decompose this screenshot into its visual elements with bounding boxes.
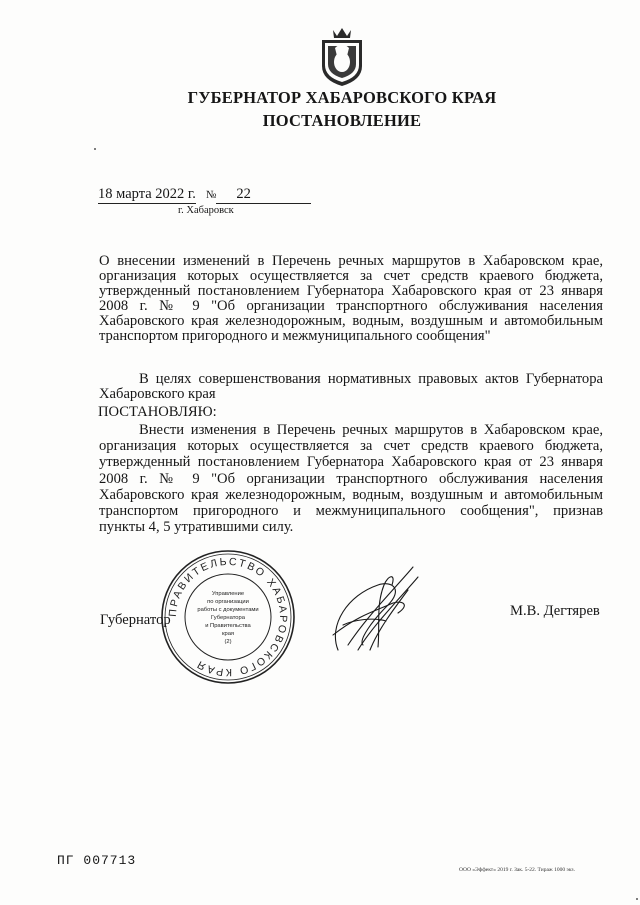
preamble-line: организация которых осуществляется за счет средств краевого бюджета, bbox=[99, 268, 603, 284]
coat-of-arms-icon bbox=[319, 26, 365, 88]
decree-line: Хабаровского края железнодорожным, водным, воздушным и автомобильным bbox=[99, 486, 603, 503]
number-label: № bbox=[205, 189, 217, 201]
stamp-ring-text: ПРАВИТЕЛЬСТВО ХАБАРОВСКОГО КРАЯ bbox=[166, 555, 290, 679]
city-label: г. Хабаровск bbox=[178, 205, 234, 216]
decree-line: пункты 4, 5 утратившими силу. bbox=[99, 519, 294, 536]
purpose-paragraph bbox=[99, 372, 603, 402]
decree-line: организация которых осуществляется за счет средств краевого бюджета, bbox=[99, 438, 603, 455]
purpose-line: Хабаровского края bbox=[99, 386, 216, 402]
decree-text bbox=[99, 422, 603, 535]
decree-number: 22 bbox=[236, 186, 251, 202]
scan-speck bbox=[636, 898, 638, 900]
preamble bbox=[99, 254, 603, 344]
decree-line: транспортом пригородного и межмуниципального сообщения", признав bbox=[99, 503, 603, 520]
stamp-center-line: по организации bbox=[207, 599, 249, 605]
preamble-line: Хабаровского края железнодорожным, водным, воздушным и автомобильным bbox=[99, 313, 603, 329]
stamp-center-line: и Правительства bbox=[205, 623, 251, 629]
preamble-line: 2008 г. № 9 "Об организации транспортного обслуживания населения bbox=[99, 298, 603, 314]
scan-speck bbox=[94, 148, 96, 150]
document-type-title: ПОСТАНОВЛЕНИЕ bbox=[262, 111, 422, 130]
stamp-center-line: края bbox=[221, 631, 235, 637]
decree-line: 2008 г. № 9 "Об организации транспортного обслуживания населения bbox=[99, 470, 603, 487]
governor-name: М.В. Дегтярев bbox=[510, 603, 600, 619]
preamble-line: утвержденный постановлением Губернатора Хабаровского края от 23 января bbox=[99, 283, 603, 299]
decree-date: 18 марта 2022 г. bbox=[98, 186, 196, 202]
document-serial-number: ПГ 007713 bbox=[57, 853, 137, 868]
stamp-center-line: работы с документами bbox=[197, 607, 259, 613]
handwritten-signature bbox=[318, 555, 428, 665]
preamble-line: О внесении изменений в Перечень речных маршрутов в Хабаровском крае, bbox=[99, 253, 603, 269]
official-stamp bbox=[158, 547, 298, 687]
decree-line: утвержденный постановлением Губернатора Хабаровского края от 23 января bbox=[99, 454, 603, 471]
printer-imprint: ООО «Эффект» 2019 г. Зак. 5-22. Тираж 1000 экз. bbox=[459, 867, 575, 873]
preamble-line: транспортом пригородного и межмуниципального сообщения" bbox=[99, 328, 491, 344]
stamp-center-line: Губернатора bbox=[211, 615, 245, 621]
authority-title: ГУБЕРНАТОР ХАБАРОВСКОГО КРАЯ bbox=[187, 88, 497, 107]
decree-line: Внести изменения в Перечень речных маршрутов в Хабаровском крае, bbox=[139, 422, 603, 438]
stamp-center-line: (2) bbox=[224, 639, 232, 645]
governor-position: Губернатор bbox=[100, 612, 171, 628]
date-line bbox=[98, 186, 311, 204]
purpose-line: В целях совершенствования нормативных правовых актов Губернатора bbox=[139, 371, 603, 387]
decree-word: ПОСТАНОВЛЯЮ: bbox=[98, 404, 217, 420]
stamp-center-line: Управление bbox=[211, 591, 245, 597]
